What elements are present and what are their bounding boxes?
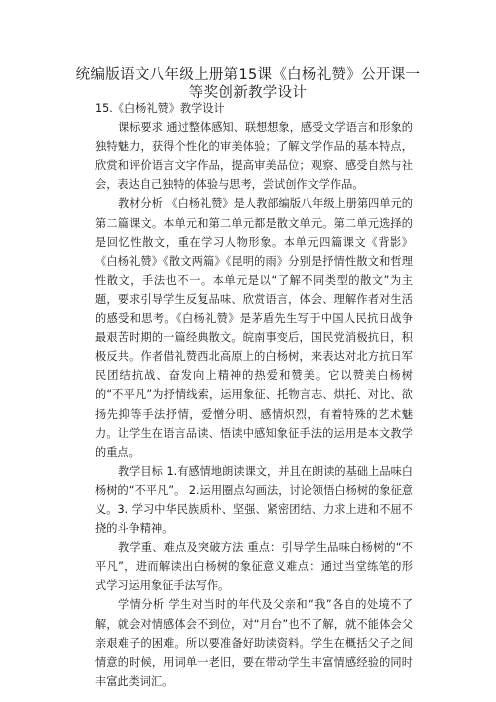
- paragraph-key-difficult-points: 教学重、难点及突破方法 重点：引导学生品味白杨树的“不平凡”，进而解读出白杨树的象征意义难点：通过当堂练笔的形式学习运用象征手法写作。: [95, 541, 413, 593]
- paragraph-learner-analysis: 学情分析 学生对当时的年代及父亲和“我”各自的处境不了解，就会对情感体会不到位，对“月台”也不了解，就不能体会父亲艰难子的困难。所以要准备好助读资料。学生在概括父子之间情意的时候，用词单一老旧，要在带动学生丰富情感经验的同时丰富此类词汇。: [95, 598, 413, 688]
- document-body: [95, 99, 413, 691]
- lesson-heading: 15.《白杨礼赞》教学设计: [95, 102, 225, 115]
- paragraph-textbook-analysis: 教材分析 《白杨礼赞》是人教部编版八年级上册第四单元的第二篇课文。本单元和第二单元都是散文单元。第二单元选择的是回忆性散文，重在学习人物形象。本单元四篇课文《背影》《白杨礼赞》《散文两篇》《昆明的雨》分别是抒情性散文和哲理性散文，手法也不一。本单元是以“了解不同类型的散文”为主题，要求引导学生反复品味、欣赏语言，体会、理解作者对生活的感受和思考。《白杨礼赞》是茅盾先生写于中国人民抗日战争最艰苦时期的一篇经典散文。皖南事变后，国民党消极抗日，积极反共。作者借礼赞西北高原上的白杨树，来表达对北方抗日军民团结抗战、奋发向上精神的热爱和赞美。它以赞美白杨树的“不平凡”为抒情线索，运用象征、托物言志、烘托、对比、欲扬先抑等手法抒情，爱憎分明、感情炽烈，有着特殊的艺术魅力。让学生在语言品读、悟读中感知象征手法的运用是本文教学的重点。: [95, 197, 413, 459]
- paragraph-teaching-objectives: 教学目标 1.有感情地朗读课文，并且在朗读的基础上品味白杨树的“不平凡”。 2.运用圈点勾画法，讨论领悟白杨树的象征意义。3. 学习中华民族质朴、坚强、紧密团结、力求上进和不屈不挠的斗争精神。: [95, 464, 413, 536]
- document-title-line-1: 统编版语文八年级上册第15课《白杨礼赞》公开课一: [75, 67, 421, 83]
- document-title-line-2: 等奖创新教学设计: [188, 85, 308, 101]
- paragraph-curriculum-requirements: 课标要求 通过整体感知、联想想象，感受文学语言和形象的独特魅力，获得个性化的审美体验；了解文学作品的基本特点，欣赏和评价语言文字作品，提高审美品位；观察、感受自然与社会，表达自己独特的体验与思考，尝试创作文学作品。: [95, 121, 413, 192]
